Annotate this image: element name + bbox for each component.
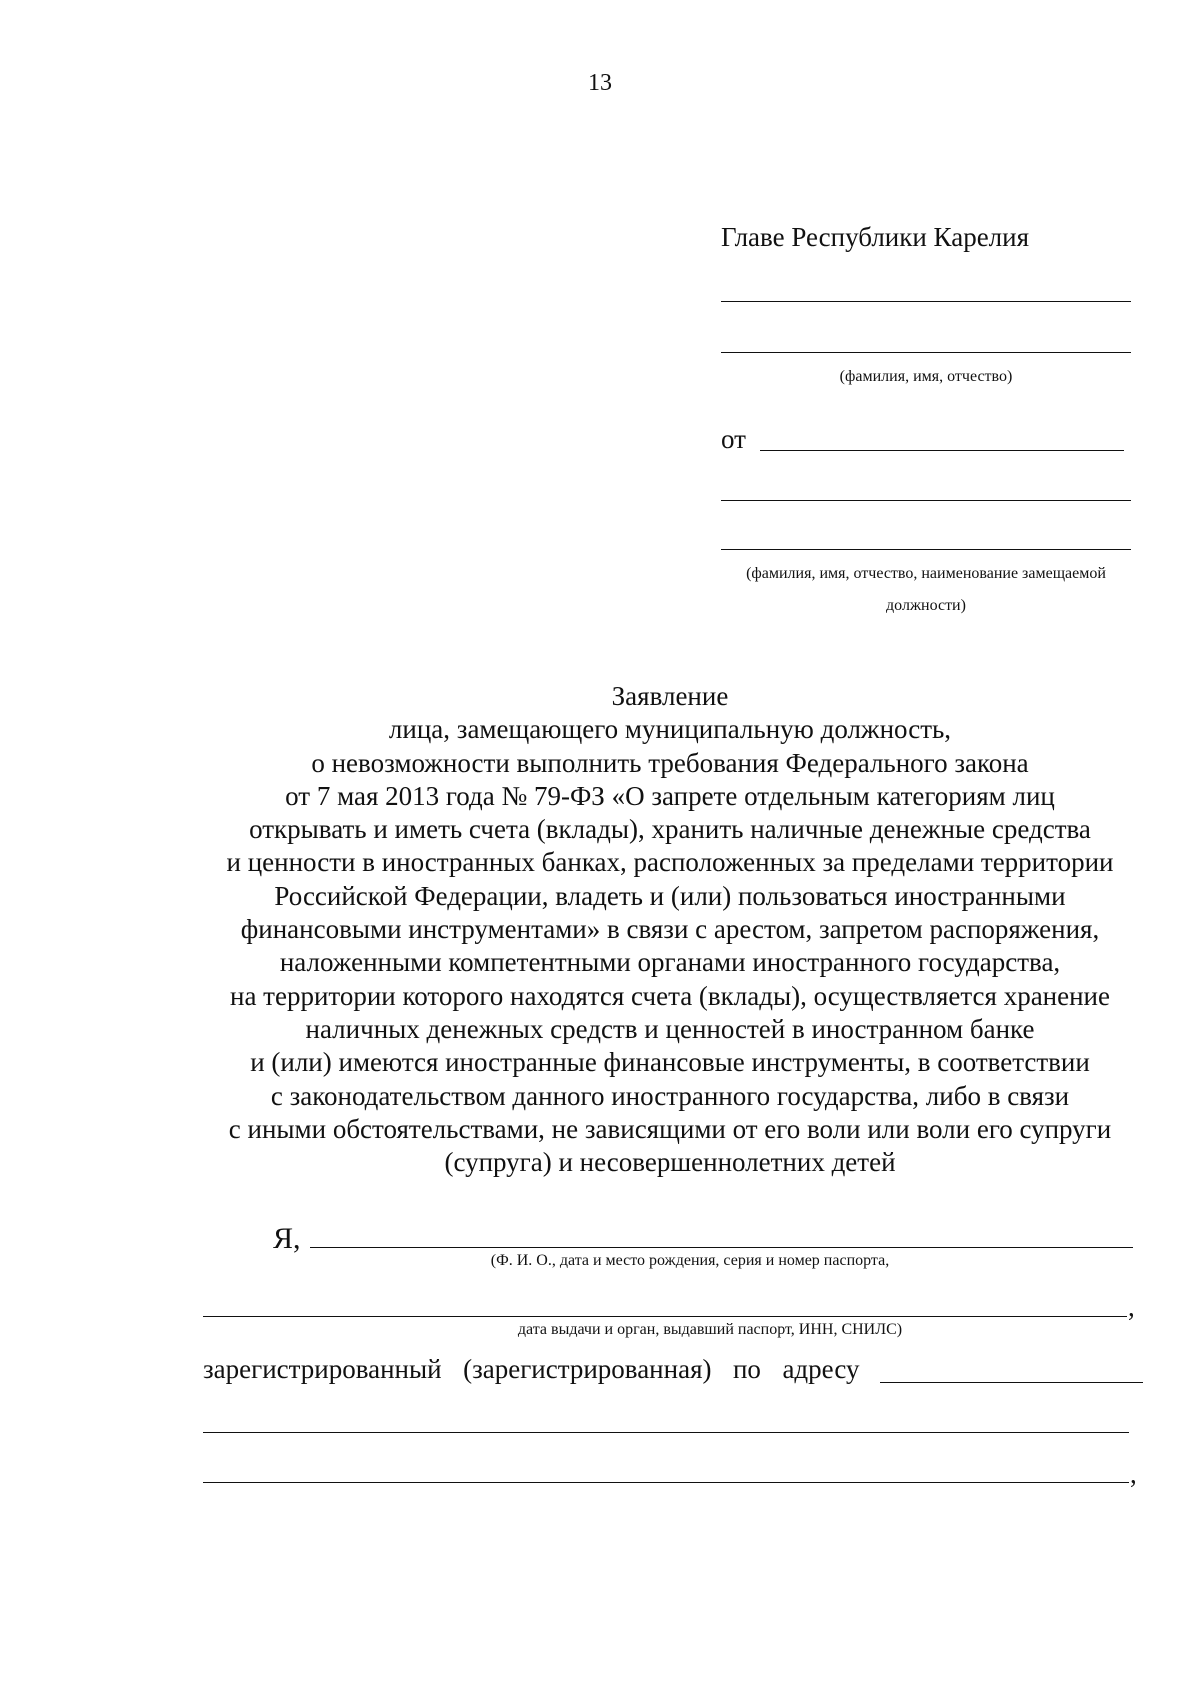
- address-blank-line-2: [203, 1432, 1129, 1433]
- registered-address-label: [203, 1354, 1143, 1385]
- statement-line: лица, замещающего муниципальную должность,: [388, 714, 952, 745]
- statement-line: на территории которого находятся счета (вклады), осуществляется хранение: [230, 980, 1110, 1011]
- registered-word: (зарегистрированная): [463, 1354, 712, 1384]
- sender-caption-line-2: должности): [886, 597, 966, 614]
- statement-title: [190, 680, 1150, 1179]
- passport-line-comma: ,: [1128, 1292, 1135, 1322]
- statement-line: финансовыми инструментами» в связи с арестом, запретом распоряжения,: [240, 914, 1100, 945]
- from-label: от: [721, 424, 746, 454]
- statement-line: с иными обстоятельствами, не зависящими от его воли или воли его супруги: [228, 1113, 1112, 1144]
- ya-label: Я,: [273, 1222, 301, 1255]
- addressee-blank-line-1: [721, 301, 1131, 302]
- addressee-title: Главе Республики Карелия: [721, 222, 1030, 252]
- address-blank-line-3: [203, 1482, 1129, 1483]
- statement-line: и ценности в иностранных банках, расположенных за пределами территории: [226, 847, 1114, 878]
- statement-line: (супруга) и несовершеннолетних детей: [444, 1147, 896, 1178]
- sender-caption-line-1: (фамилия, имя, отчество, наименование замещаемой: [746, 565, 1106, 582]
- registered-word: зарегистрированный: [203, 1354, 442, 1384]
- address-line-comma: ,: [1130, 1459, 1137, 1489]
- personal-data-blank-line: [310, 1247, 1133, 1248]
- statement-line: о невозможности выполнить требования Федерального закона: [311, 747, 1029, 778]
- addressee-name-caption: (фамилия, имя, отчество): [839, 368, 1013, 385]
- sender-blank-line-1: [760, 450, 1124, 451]
- passport-blank-line: [203, 1316, 1127, 1317]
- passport-caption: дата выдачи и орган, выдавший паспорт, ИНН, СНИЛС): [517, 1321, 903, 1338]
- addressee-blank-line-2: [721, 352, 1131, 353]
- statement-line: от 7 мая 2013 года № 79-ФЗ «О запрете отдельным категориям лиц: [285, 780, 1055, 811]
- personal-data-caption: (Ф. И. О., дата и место рождения, серия и номер паспорта,: [490, 1252, 890, 1269]
- registered-word: адресу: [782, 1354, 860, 1384]
- statement-line: и (или) имеются иностранные финансовые инструменты, в соответствии: [250, 1047, 1090, 1078]
- sender-blank-line-3: [721, 549, 1131, 550]
- statement-line: Заявление: [611, 681, 729, 711]
- statement-line: наложенными компетентными органами иностранного государства,: [279, 947, 1061, 978]
- sender-blank-line-2: [721, 500, 1131, 501]
- statement-line: с законодательством данного иностранного государства, либо в связи: [270, 1080, 1070, 1111]
- address-blank-line-1: [880, 1382, 1143, 1383]
- page-number: 13: [588, 70, 612, 96]
- statement-line: открывать и иметь счета (вклады), хранить наличные денежные средства: [249, 814, 1091, 845]
- statement-line: Российской Федерации, владеть и (или) пользоваться иностранными: [274, 880, 1066, 911]
- registered-word: по: [732, 1354, 761, 1384]
- statement-line: наличных денежных средств и ценностей в иностранном банке: [305, 1013, 1035, 1044]
